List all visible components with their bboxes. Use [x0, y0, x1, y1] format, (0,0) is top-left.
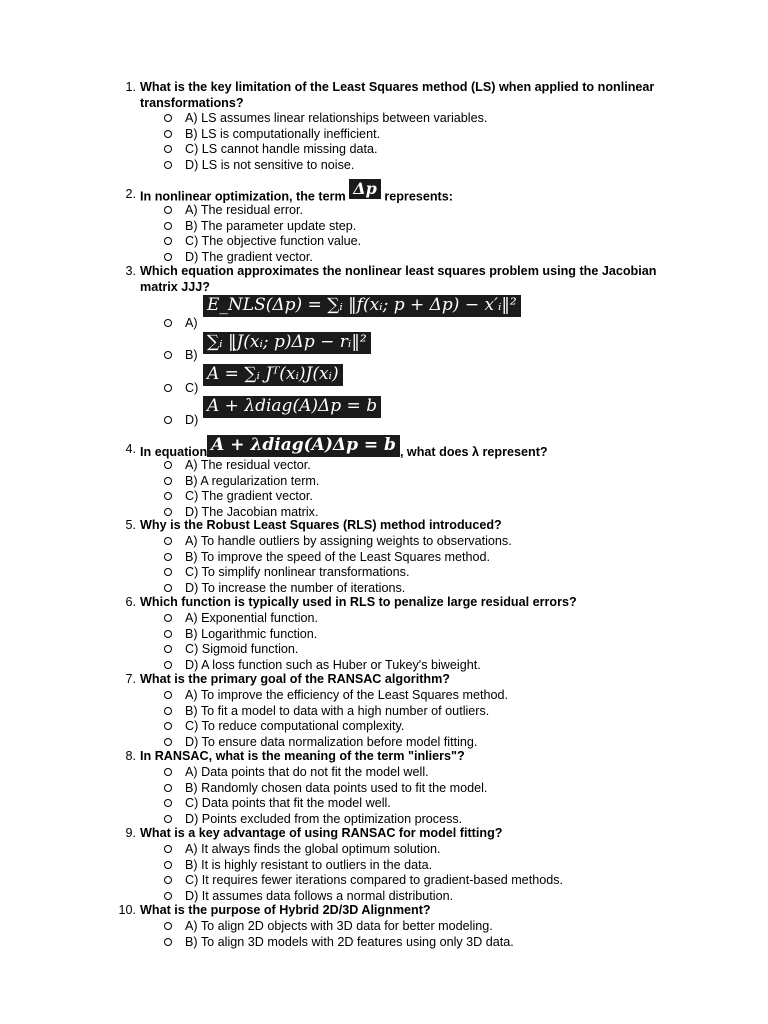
option-item — [0, 842, 768, 858]
math-formula: A + λdiag(A)Δp = b — [207, 435, 400, 457]
option-item — [0, 550, 768, 566]
option-text: D) To ensure data normalization before model fitting. — [185, 734, 478, 749]
option-item — [0, 489, 768, 505]
option-text: C) To simplify nonlinear transformations. — [185, 565, 410, 579]
option-label: D) — [185, 413, 199, 427]
math-formula: ∑ᵢ ‖J(xᵢ; p)Δp − rᵢ‖² — [203, 332, 371, 354]
bullet-icon — [164, 537, 172, 545]
bullet-icon — [164, 815, 172, 823]
option-item — [0, 219, 768, 235]
option-text: C) The objective function value. — [185, 234, 362, 248]
question-text: What is a key advantage of using RANSAC for model fitting? — [140, 826, 503, 840]
question-text-before: In equation — [140, 445, 208, 460]
bullet-icon — [164, 938, 172, 946]
option-item — [0, 534, 768, 550]
option-text: C) LS cannot handle missing data. — [185, 142, 378, 156]
math-formula: Δp — [349, 179, 381, 199]
option-text: C) It requires fewer iterations compared to gradient-based methods. — [185, 873, 563, 887]
bullet-icon — [164, 630, 172, 638]
option-item — [0, 719, 768, 735]
option-text: A) The residual error. — [185, 203, 304, 217]
option-item — [0, 127, 768, 143]
bullet-icon — [164, 861, 172, 869]
option-label: B) — [185, 348, 198, 362]
bullet-icon — [164, 707, 172, 715]
option-text: A) Data points that do not fit the model well. — [185, 765, 429, 779]
bullet-icon — [164, 784, 172, 792]
option-text: B) The parameter update step. — [185, 218, 357, 233]
option-item — [0, 581, 768, 597]
question-number: 4. — [125, 442, 136, 456]
bullet-icon — [164, 416, 172, 424]
option-text: B) To align 3D models with 2D features using only 3D data. — [185, 934, 514, 949]
option-item — [0, 935, 768, 951]
bullet-icon — [164, 384, 172, 392]
bullet-icon — [164, 645, 172, 653]
bullet-icon — [164, 568, 172, 576]
option-text: A) To align 2D objects with 3D data for better modeling. — [185, 919, 493, 933]
option-item — [0, 234, 768, 250]
bullet-icon — [164, 892, 172, 900]
option-text: B) To fit a model to data with a high number of outliers. — [185, 703, 490, 718]
bullet-icon — [164, 351, 172, 359]
option-text: A) To improve the efficiency of the Least Squares method. — [185, 688, 508, 702]
option-item — [0, 688, 768, 704]
bullet-icon — [164, 492, 172, 500]
math-formula: A + λdiag(A)Δp = b — [203, 396, 381, 418]
option-item — [0, 474, 768, 490]
question-number: 6. — [125, 595, 136, 609]
option-text: D) A loss function such as Huber or Tukey's biweight. — [185, 657, 481, 672]
question-number: 3. — [125, 264, 136, 278]
math-formula: E_NLS(Δp) = ∑ᵢ ‖f(xᵢ; p + Δp) − x′ᵢ‖² — [203, 295, 521, 317]
option-text: D) To increase the number of iterations. — [185, 580, 406, 595]
bullet-icon — [164, 922, 172, 930]
question-text: Which equation approximates the nonlinear least squares problem using the Jacobian matrix JJJ? — [140, 264, 657, 294]
option-item — [0, 735, 768, 751]
bullet-icon — [164, 206, 172, 214]
bullet-icon — [164, 876, 172, 884]
option-item — [0, 458, 768, 474]
option-item — [0, 111, 768, 127]
option-text: B) A regularization term. — [185, 473, 320, 488]
option-item — [0, 348, 768, 364]
option-text: D) LS is not sensitive to noise. — [185, 157, 355, 172]
option-text: A) It always finds the global optimum solution. — [185, 842, 441, 856]
option-item — [0, 158, 768, 174]
option-item — [0, 796, 768, 812]
option-text: A) Exponential function. — [185, 611, 319, 625]
option-item — [0, 250, 768, 266]
option-item — [0, 203, 768, 219]
bullet-icon — [164, 768, 172, 776]
bullet-icon — [164, 114, 172, 122]
option-item — [0, 316, 768, 332]
option-item — [0, 142, 768, 158]
option-item — [0, 642, 768, 658]
question-text-after: represents: — [384, 189, 453, 204]
option-item — [0, 919, 768, 935]
bullet-icon — [164, 161, 172, 169]
bullet-icon — [164, 691, 172, 699]
option-text: A) The residual vector. — [185, 458, 311, 472]
question-text-after: , what does λ represent? — [399, 445, 548, 460]
option-text: C) To reduce computational complexity. — [185, 719, 405, 733]
bullet-icon — [164, 845, 172, 853]
option-item — [0, 611, 768, 627]
option-text: B) It is highly resistant to outliers in the data. — [185, 857, 433, 872]
math-formula: A = ∑ᵢ Jᵀ(xᵢ)J(xᵢ) — [203, 364, 343, 386]
bullet-icon — [164, 553, 172, 561]
bullet-icon — [164, 319, 172, 327]
option-item — [0, 381, 768, 397]
option-item — [0, 812, 768, 828]
bullet-icon — [164, 477, 172, 485]
option-text: C) Data points that fit the model well. — [185, 796, 391, 810]
option-text: C) The gradient vector. — [185, 489, 313, 503]
option-text: C) Sigmoid function. — [185, 642, 299, 656]
question-number: 5. — [125, 518, 136, 532]
question-text: Why is the Robust Least Squares (RLS) method introduced? — [140, 518, 502, 532]
option-item — [0, 565, 768, 581]
option-item — [0, 765, 768, 781]
question-number: 8. — [125, 749, 136, 763]
bullet-icon — [164, 253, 172, 261]
bullet-icon — [164, 222, 172, 230]
option-item — [0, 627, 768, 643]
option-label: A) — [185, 316, 198, 330]
option-item — [0, 413, 768, 429]
option-text: A) To handle outliers by assigning weights to observations. — [185, 534, 512, 548]
question-number: 7. — [125, 672, 136, 686]
option-text: B) Logarithmic function. — [185, 626, 318, 641]
option-item — [0, 658, 768, 674]
question-text: In RANSAC, what is the meaning of the term "inliers"? — [140, 749, 465, 763]
bullet-icon — [164, 661, 172, 669]
option-text: D) It assumes data follows a normal distribution. — [185, 888, 454, 903]
question-text-before: In nonlinear optimization, the term — [140, 189, 346, 204]
option-item — [0, 889, 768, 905]
option-item — [0, 873, 768, 889]
bullet-icon — [164, 614, 172, 622]
bullet-icon — [164, 145, 172, 153]
option-text: A) LS assumes linear relationships between variables. — [185, 111, 488, 125]
question-number: 2. — [125, 187, 136, 201]
option-item — [0, 704, 768, 720]
bullet-icon — [164, 738, 172, 746]
question-text: What is the primary goal of the RANSAC algorithm? — [140, 672, 450, 686]
option-item — [0, 781, 768, 797]
option-text: B) Randomly chosen data points used to fit the model. — [185, 780, 488, 795]
bullet-icon — [164, 508, 172, 516]
option-text: D) The gradient vector. — [185, 249, 313, 264]
question-number: 9. — [125, 826, 136, 840]
question-text: What is the purpose of Hybrid 2D/3D Alignment? — [140, 903, 431, 917]
bullet-icon — [164, 461, 172, 469]
bullet-icon — [164, 130, 172, 138]
option-item — [0, 858, 768, 874]
question-number: 10. — [118, 903, 136, 917]
bullet-icon — [164, 799, 172, 807]
question-text: What is the key limitation of the Least Squares method (LS) when applied to nonlinear transformations? — [140, 80, 655, 110]
option-label: C) — [185, 381, 199, 395]
bullet-icon — [164, 584, 172, 592]
option-text: D) The Jacobian matrix. — [185, 504, 319, 519]
option-text: D) Points excluded from the optimization process. — [185, 811, 463, 826]
bullet-icon — [164, 722, 172, 730]
option-text: B) To improve the speed of the Least Squares method. — [185, 549, 490, 564]
question-text: Which function is typically used in RLS to penalize large residual errors? — [140, 595, 577, 609]
question-number: 1. — [125, 80, 136, 94]
bullet-icon — [164, 237, 172, 245]
option-text: B) LS is computationally inefficient. — [185, 126, 381, 141]
